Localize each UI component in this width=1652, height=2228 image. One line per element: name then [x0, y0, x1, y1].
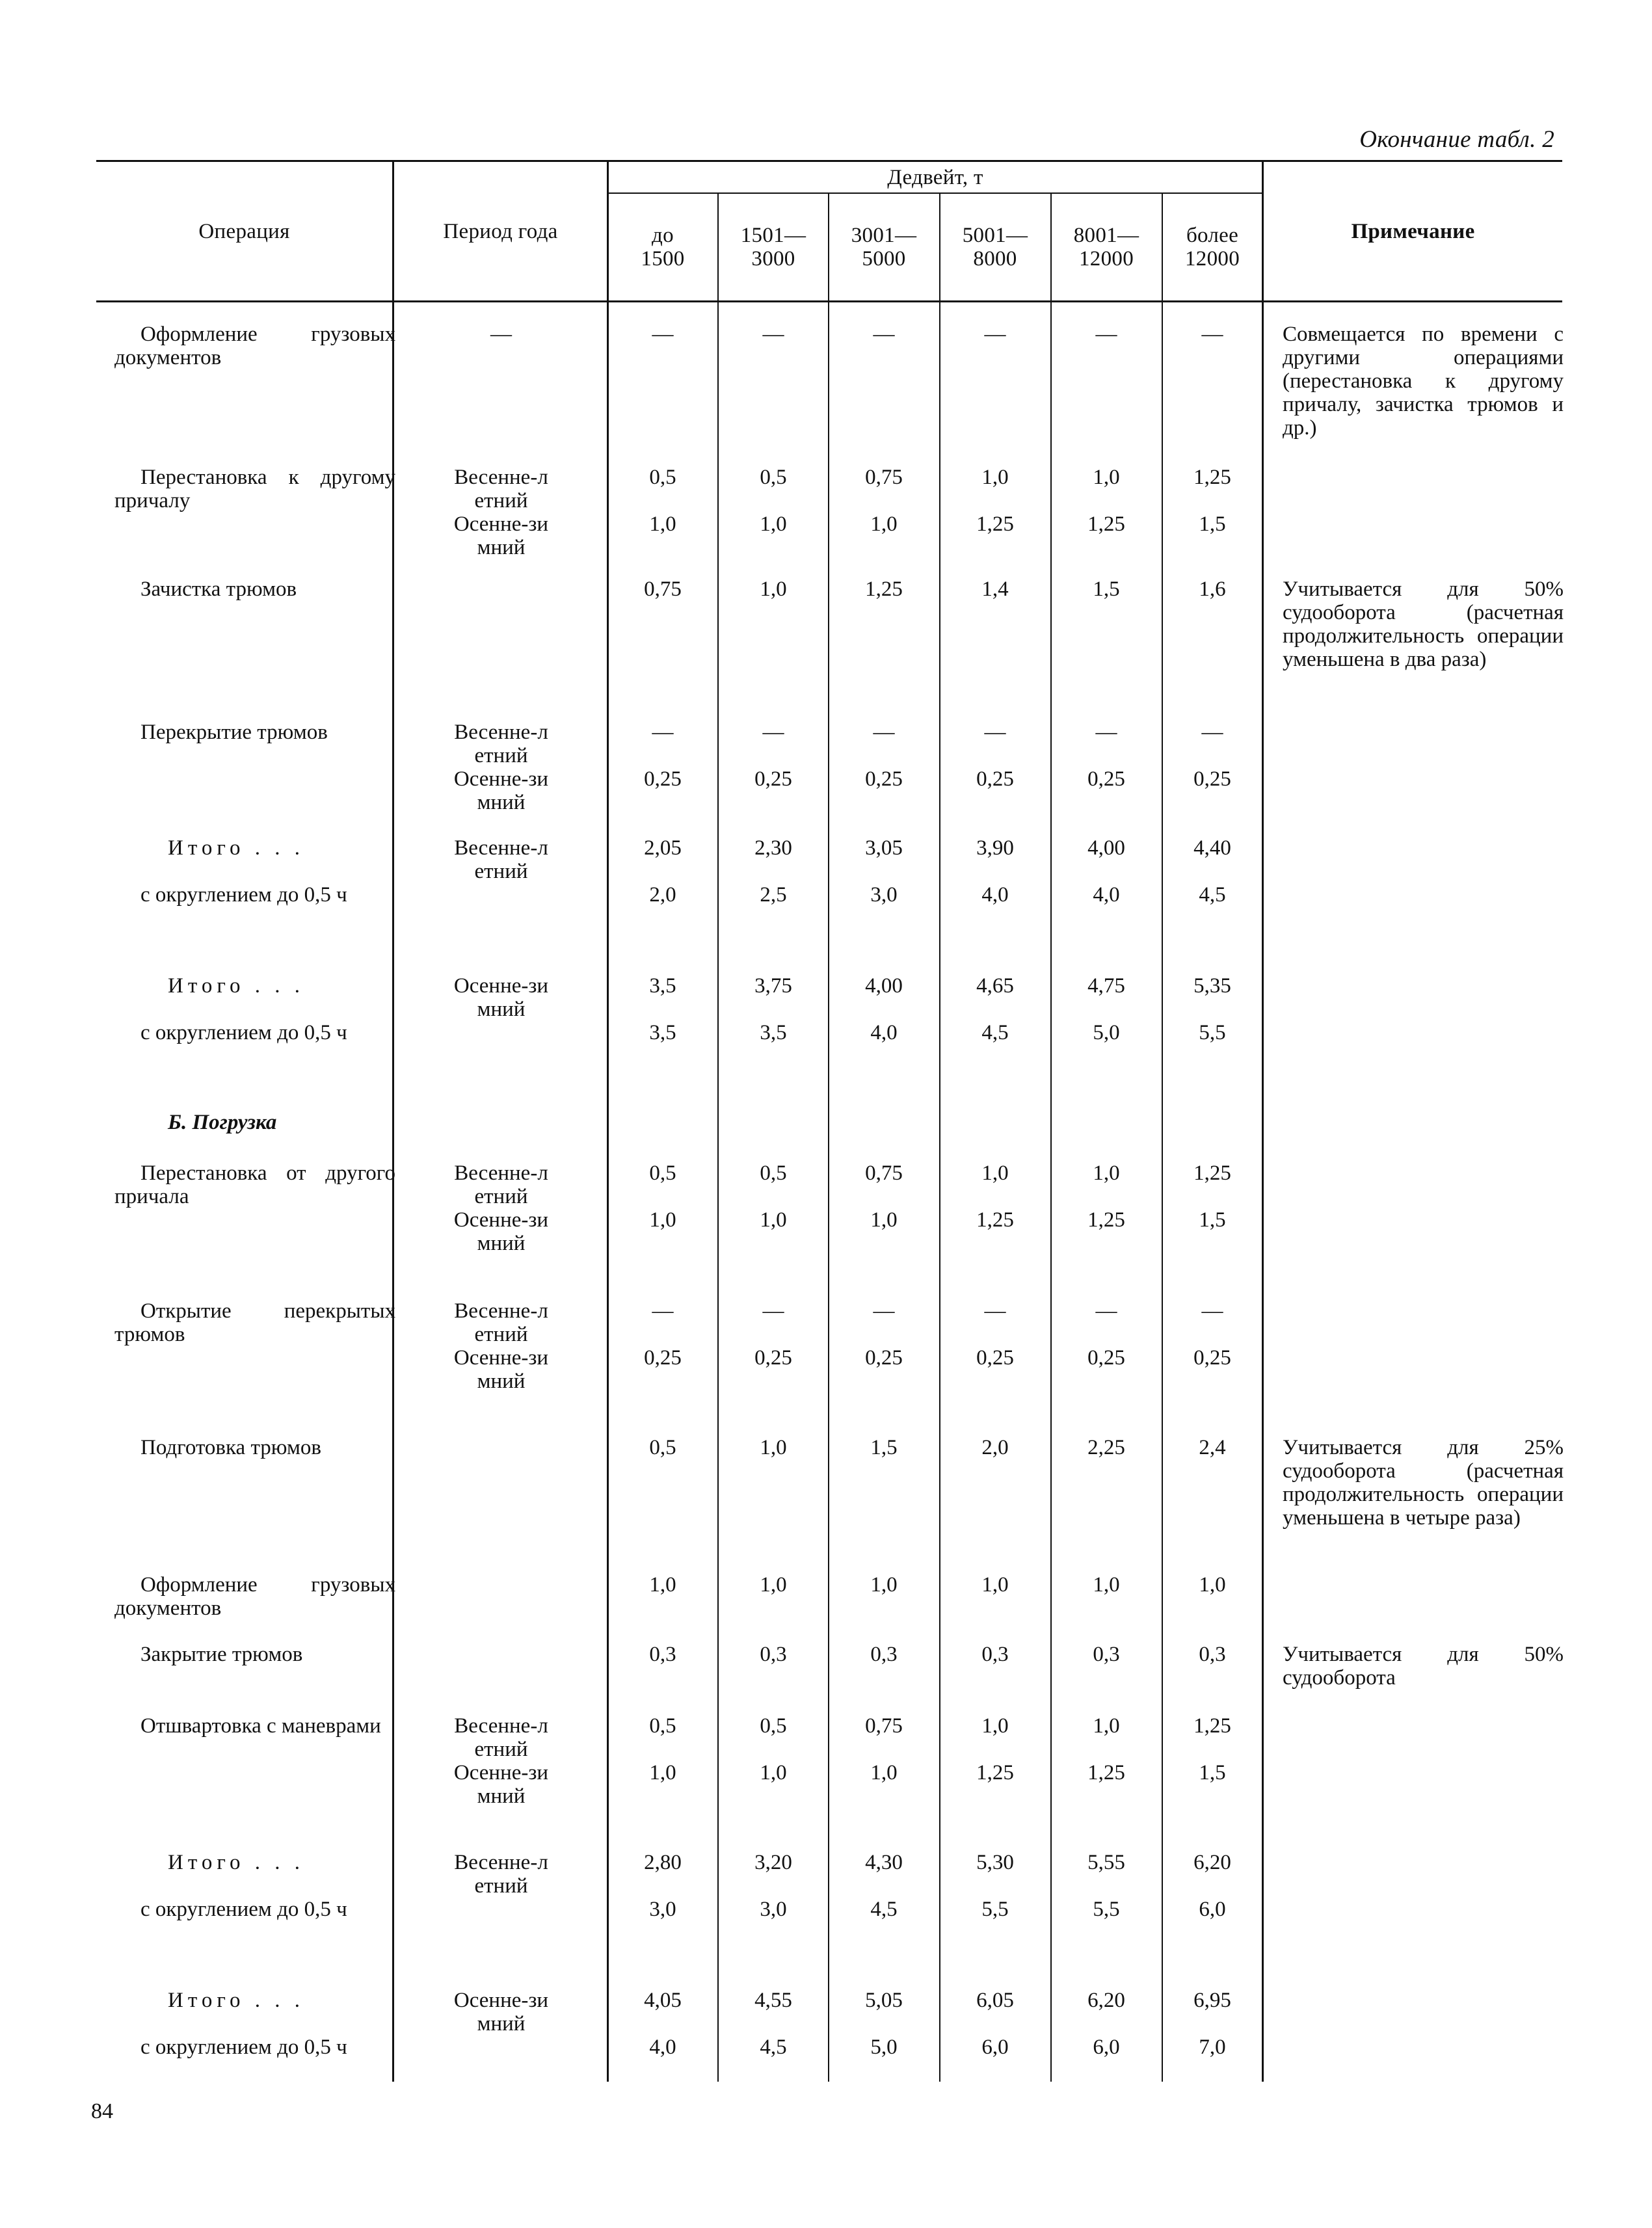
header-col-4-line1: 8001— [1073, 224, 1139, 247]
value-cell: 1,0 [870, 512, 898, 536]
value-cell: 1,5 [1199, 1208, 1226, 1232]
value-cell: 0,5 [649, 1161, 676, 1185]
value-cell: 1,0 [1199, 1573, 1226, 1597]
header-col-3 [940, 194, 1050, 300]
page-number: 84 [91, 2099, 113, 2123]
header-col-1-line1: 1501— [740, 224, 806, 247]
value-cell: 0,5 [649, 466, 676, 489]
value-cell: 3,75 [754, 974, 792, 998]
value-cell: 4,30 [865, 1851, 903, 1874]
value-cell: 4,75 [1087, 974, 1125, 998]
value-cell: 0,25 [1087, 1346, 1125, 1370]
value-cell: 3,0 [649, 1898, 676, 1921]
rounded-label: с округлением до 0,5 ч [140, 1898, 347, 1921]
header-col-3-line1: 5001— [962, 224, 1028, 247]
value-cell: 1,25 [865, 577, 903, 601]
value-cell: 4,0 [1093, 883, 1120, 907]
data-table [96, 160, 1562, 2082]
operation-name: Зачистка трюмов [140, 577, 297, 601]
value-cell: — [652, 1299, 674, 1323]
value-cell: 0,75 [865, 466, 903, 489]
value-cell: 2,5 [760, 883, 787, 907]
value-cell: 4,5 [1199, 883, 1226, 907]
operation-name: Оформление грузовых документов [114, 1573, 395, 1620]
value-cell: 1,0 [760, 1573, 787, 1597]
value-cell: 4,5 [870, 1898, 898, 1921]
value-cell: 0,75 [865, 1714, 903, 1738]
value-cell: 2,0 [649, 883, 676, 907]
value-cell: 5,5 [1199, 1021, 1226, 1044]
value-cell: 7,0 [1199, 2036, 1226, 2059]
value-cell: 3,5 [649, 1021, 676, 1044]
value-cell: 4,0 [870, 1021, 898, 1044]
header-col-5-line1: более [1186, 224, 1239, 247]
header-col-2-line1: 3001— [851, 224, 917, 247]
value-cell: 1,0 [870, 1761, 898, 1784]
total-label: Итого . . . [168, 1851, 305, 1874]
value-cell: 3,0 [870, 883, 898, 907]
col-divider-period [607, 160, 609, 2082]
value-cell: 0,3 [981, 1643, 1009, 1666]
value-cell: 1,25 [1193, 1161, 1231, 1185]
operation-name: Отшвартовка с маневрами [140, 1714, 381, 1738]
value-cell: 0,75 [644, 577, 682, 601]
note-text: Совмещается по времени с другими операциями (перестановка к другому причалу, зачистка трюмов и др.) [1283, 323, 1564, 440]
season-text: Осенне-зимний [453, 1208, 549, 1255]
value-cell: 1,25 [1087, 512, 1125, 536]
value-cell: 0,25 [976, 767, 1014, 791]
season-text: Весенне-летний [454, 1299, 548, 1346]
value-cell: 0,3 [649, 1643, 676, 1666]
value-cell: — [1095, 721, 1117, 744]
value-cell: 1,6 [1199, 577, 1226, 601]
value-cell: 5,05 [865, 1989, 903, 2012]
value-cell: — [1095, 323, 1117, 346]
value-cell: 3,5 [760, 1021, 787, 1044]
header-col-1-line2: 3000 [751, 247, 795, 271]
season-label [395, 1299, 607, 1346]
header-col-2-line2: 5000 [862, 247, 906, 271]
season-text: Осенне-зимний [453, 974, 549, 1021]
value-cell: 0,25 [644, 767, 682, 791]
value-cell: 0,3 [1093, 1643, 1120, 1666]
value-cell: — [984, 721, 1006, 744]
season-text: — [490, 323, 512, 346]
season-text: Осенне-зимний [453, 512, 549, 559]
value-cell: 1,0 [1093, 1161, 1120, 1185]
header-col-5-line2: 12000 [1185, 247, 1240, 271]
value-cell: — [762, 1299, 784, 1323]
operation-name: Перестановка к другому причалу [114, 466, 395, 512]
value-cell: 0,25 [865, 767, 903, 791]
value-cell: 4,5 [760, 2036, 787, 2059]
season-text: Весенне-летний [454, 1161, 548, 1208]
value-cell: 5,0 [1093, 1021, 1120, 1044]
value-cell: 4,5 [981, 1021, 1009, 1044]
value-cell: 2,80 [644, 1851, 682, 1874]
value-cell: 1,0 [870, 1208, 898, 1232]
value-cell: 6,20 [1193, 1851, 1231, 1874]
value-cell: 1,0 [1093, 1573, 1120, 1597]
value-cell: 1,25 [1087, 1761, 1125, 1784]
operation-name: Перестановка от другого причала [114, 1161, 395, 1208]
value-cell: 1,0 [1093, 466, 1120, 489]
value-cell: 0,5 [760, 466, 787, 489]
value-cell: — [984, 323, 1006, 346]
value-cell: 1,5 [1093, 577, 1120, 601]
operation-name: Открытие перекрытых трюмов [114, 1299, 395, 1346]
value-cell: 5,55 [1087, 1851, 1125, 1874]
value-cell: — [873, 323, 895, 346]
header-col-4 [1052, 194, 1161, 300]
value-cell: 6,0 [1199, 1898, 1226, 1921]
value-cell: — [1201, 323, 1223, 346]
season-label [395, 466, 607, 512]
value-cell: 1,5 [1199, 512, 1226, 536]
total-label: Итого . . . [168, 836, 305, 860]
season-label [395, 1851, 607, 1898]
value-cell: 0,25 [865, 1346, 903, 1370]
value-cell: — [1095, 1299, 1117, 1323]
rounded-label: с округлением до 0,5 ч [140, 2036, 347, 2059]
value-cell: 2,05 [644, 836, 682, 860]
value-cell: 1,0 [649, 512, 676, 536]
value-cell: 1,0 [981, 1714, 1009, 1738]
value-cell: 1,0 [649, 1573, 676, 1597]
value-cell: 0,3 [760, 1643, 787, 1666]
note-text: Учитывается для 50% судооборота [1283, 1643, 1564, 1690]
value-cell: — [652, 323, 674, 346]
season-text: Осенне-зимний [453, 1989, 549, 2036]
value-cell: 1,0 [981, 1573, 1009, 1597]
season-text: Весенне-летний [454, 721, 548, 767]
season-label [395, 1989, 607, 2036]
value-cell: 3,0 [760, 1898, 787, 1921]
note-text: Учитывается для 25% судооборота (расчетная продолжительность операции уменьшена в четыре раза) [1283, 1436, 1564, 1530]
value-cell: — [652, 721, 674, 744]
header-operation: Операция [198, 219, 290, 243]
season-label [395, 512, 607, 559]
total-label: Итого . . . [168, 974, 305, 998]
operation-name: Закрытие трюмов [140, 1643, 303, 1666]
value-cell: — [1201, 721, 1223, 744]
header-col-2 [829, 194, 939, 300]
value-cell: 5,35 [1193, 974, 1231, 998]
header-period: Период года [443, 219, 558, 243]
value-cell: 1,0 [981, 466, 1009, 489]
season-text: Весенне-летний [454, 466, 548, 512]
value-cell: 0,5 [760, 1714, 787, 1738]
rounded-label: с округлением до 0,5 ч [140, 1021, 347, 1044]
value-cell: 4,00 [1087, 836, 1125, 860]
value-cell: 1,0 [760, 1761, 787, 1784]
value-cell: 6,95 [1193, 1989, 1231, 2012]
value-cell: 3,05 [865, 836, 903, 860]
value-cell: 6,0 [981, 2036, 1009, 2059]
value-cell: 4,40 [1193, 836, 1231, 860]
value-cell: 4,0 [649, 2036, 676, 2059]
note-text: Учитывается для 50% судооборота (расчетная продолжительность операции уменьшена в два раза) [1283, 577, 1564, 671]
value-cell: 2,30 [754, 836, 792, 860]
value-cell: 1,5 [870, 1436, 898, 1459]
season-text: Осенне-зимний [453, 1761, 549, 1808]
value-cell: — [873, 721, 895, 744]
value-cell: 3,90 [976, 836, 1014, 860]
total-label: Итого . . . [168, 1989, 305, 2012]
header-col-5 [1158, 194, 1267, 300]
value-cell: — [873, 1299, 895, 1323]
season-text: Весенне-летний [454, 1714, 548, 1761]
section-title: Б. Погрузка [168, 1111, 277, 1134]
value-cell: 1,4 [981, 577, 1009, 601]
value-cell: 1,0 [760, 1436, 787, 1459]
season-text: Осенне-зимний [453, 1346, 549, 1393]
rounded-label: с округлением до 0,5 ч [140, 883, 347, 907]
value-cell: 0,5 [760, 1161, 787, 1185]
value-cell: 1,25 [976, 1761, 1014, 1784]
operation-name: Оформление грузовых документов [114, 323, 395, 369]
value-cell: 1,25 [1193, 1714, 1231, 1738]
season-label [395, 836, 607, 883]
season-label [395, 1161, 607, 1208]
value-cell: 0,5 [649, 1436, 676, 1459]
value-cell: 0,25 [1087, 767, 1125, 791]
value-cell: 0,25 [976, 1346, 1014, 1370]
value-cell: 6,0 [1093, 2036, 1120, 2059]
header-deadweight: Дедвейт, т [887, 165, 983, 189]
season-text: Весенне-летний [454, 1851, 548, 1898]
value-cell: 3,20 [754, 1851, 792, 1874]
value-cell: 5,30 [976, 1851, 1014, 1874]
season-dash [395, 323, 607, 346]
value-cell: — [1201, 1299, 1223, 1323]
header-col-0-line1: до [652, 224, 674, 247]
header-col-3-line2: 8000 [973, 247, 1017, 271]
operation-name: Перекрытие трюмов [140, 721, 328, 744]
value-cell: 2,25 [1087, 1436, 1125, 1459]
header-col-1 [719, 194, 828, 300]
value-cell: 5,0 [870, 2036, 898, 2059]
value-cell: 4,05 [644, 1989, 682, 2012]
value-cell: 0,75 [865, 1161, 903, 1185]
value-cell: 0,25 [754, 1346, 792, 1370]
season-label [395, 1208, 607, 1255]
value-cell: 1,0 [649, 1208, 676, 1232]
value-cell: 2,0 [981, 1436, 1009, 1459]
value-cell: 1,0 [1093, 1714, 1120, 1738]
value-cell: 1,0 [649, 1761, 676, 1784]
value-cell: 1,0 [760, 512, 787, 536]
operation-name: Подготовка трюмов [140, 1436, 321, 1459]
season-text: Осенне-зимний [453, 767, 549, 814]
value-cell: 1,0 [981, 1161, 1009, 1185]
value-cell: 0,25 [1193, 767, 1231, 791]
value-cell: 1,25 [1193, 466, 1231, 489]
header-note: Примечание [1351, 219, 1475, 243]
value-cell: 0,25 [754, 767, 792, 791]
value-cell: 0,25 [644, 1346, 682, 1370]
value-cell: 4,55 [754, 1989, 792, 2012]
table-caption: Окончание табл. 2 [1359, 126, 1554, 153]
season-label [395, 1761, 607, 1808]
value-cell: 0,3 [1199, 1643, 1226, 1666]
value-cell: 0,25 [1193, 1346, 1231, 1370]
value-cell: 4,0 [981, 883, 1009, 907]
value-cell: 4,65 [976, 974, 1014, 998]
season-label [395, 721, 607, 767]
value-cell: 6,05 [976, 1989, 1014, 2012]
header-col-4-line2: 12000 [1079, 247, 1134, 271]
value-cell: 5,5 [1093, 1898, 1120, 1921]
value-cell: 6,20 [1087, 1989, 1125, 2012]
value-cell: 4,00 [865, 974, 903, 998]
header-col-0 [608, 194, 717, 300]
season-label [395, 1714, 607, 1761]
value-cell: 1,0 [760, 577, 787, 601]
value-cell: 1,25 [1087, 1208, 1125, 1232]
value-cell: 1,5 [1199, 1761, 1226, 1784]
value-cell: 1,25 [976, 1208, 1014, 1232]
value-cell: 2,4 [1199, 1436, 1226, 1459]
value-cell: 1,25 [976, 512, 1014, 536]
value-cell: 5,5 [981, 1898, 1009, 1921]
col-divider-note [1262, 160, 1264, 2082]
season-label [395, 1346, 607, 1393]
header-bottom-rule [96, 300, 1562, 302]
value-cell: 1,0 [870, 1573, 898, 1597]
value-cell: 3,5 [649, 974, 676, 998]
header-col-0-line2: 1500 [641, 247, 685, 271]
value-cell: — [762, 721, 784, 744]
season-label [395, 767, 607, 814]
season-text: Весенне-летний [454, 836, 548, 883]
value-cell: 1,0 [760, 1208, 787, 1232]
value-cell: — [984, 1299, 1006, 1323]
value-cell: 0,5 [649, 1714, 676, 1738]
value-cell: 0,3 [870, 1643, 898, 1666]
value-cell: — [762, 323, 784, 346]
season-label [395, 974, 607, 1021]
